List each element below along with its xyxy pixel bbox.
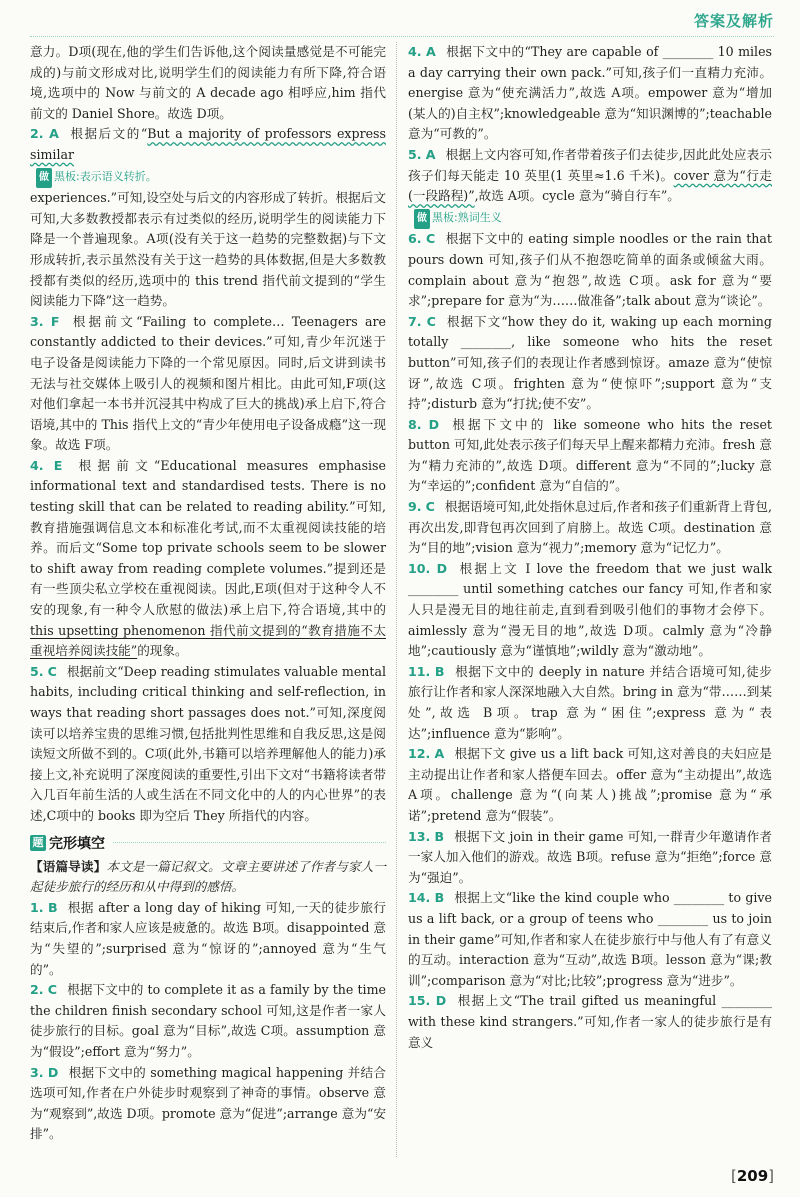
item-number: 2. [30, 126, 44, 142]
guide-text: 本文是一篇记叙文。文章主要讲述了作者与家人一起徒步旅行的经历和从中得到的感悟。 [30, 858, 386, 895]
item-number: 15. [408, 993, 431, 1009]
right-column [408, 42, 772, 1053]
item-text: 根据 after a long day of hiking 可知,一天的徒步旅行结束后,作者和家人应该是疲惫的。故选 B项。disappointed 意为“失望的”;surprised 意为“惊讶的”;annoyed 意为“生气的”。 [30, 899, 386, 977]
item-answer: B [434, 890, 445, 906]
note-tag: 做 [414, 209, 430, 230]
page-header-title: 答案及解析 [693, 12, 774, 30]
reading-item-2 [30, 124, 386, 311]
section-header-cloze [30, 833, 386, 853]
cloze-item-10 [408, 559, 772, 662]
item-number: 3. [30, 1064, 44, 1080]
page-number-value: 209 [736, 1167, 769, 1185]
cloze-item-2 [30, 980, 386, 1062]
item-text-underlined: cover 意为“行走(一段路程)” [408, 167, 772, 204]
section-title: 完形填空 [49, 835, 105, 852]
item-text: 根据下文中的 like someone who hits the reset button 可知,此处表示孩子们每天早上醒来都精力充沛。fresh 意为“精力充沛的”,故选 D项。different 意为“不同的”;lucky 意为“幸运的”;confident 意为“自信的”。 [408, 416, 772, 494]
item-answer: E [53, 457, 63, 473]
continuation-paragraph: 意力。D项(现在,他的学生们告诉他,这个阅读量感觉是不可能完成的)与前文形成对比,说明学生们的阅读能力有所下降,符合语境,选项中的 Now 与前文的 A decade ago 相呼应,him 指代前文的 Daniel Shore。故选 D项。 [30, 44, 386, 121]
item-number: 1. [30, 899, 44, 915]
item-answer: D [435, 993, 447, 1009]
item-text: 根据上文“like the kind couple who ________ to give us a lift back, or a group of teens who ________ us to join in their game”可知,作者和家人在徒步旅行中与他人有了有意义的互动。interaction 意为“互动”,故选 B项。lesson 意为“课;教训”;comparison 意为“对比;比较”;progress 意为“进步”。 [408, 890, 772, 988]
item-number: 6. [408, 231, 422, 247]
passage-guide [30, 857, 386, 898]
cloze-item-3 [30, 1063, 386, 1145]
item-answer: D [47, 1064, 59, 1080]
cloze-item-6 [408, 229, 772, 311]
item-text: 根据下文中的“They are capable of ________ 10 miles a day carrying their own pack.”可知,孩子们一直精力充沛。energise 意为“使充满活力”,故选 A项。empower 意为“增加(某人的)自主权”;knowledgeable 意为“知识渊博的”;teachable 意为“可教的”。 [408, 44, 772, 142]
blackboard-note [36, 167, 157, 189]
cloze-item-8 [408, 415, 772, 497]
left-column [30, 42, 386, 1145]
item-number: 5. [30, 663, 44, 679]
column-divider [396, 42, 397, 1157]
item-answer: C [426, 231, 436, 247]
item-text-underlined: But a majority of professors express similar [30, 126, 386, 162]
item-number: 10. [408, 560, 431, 576]
item-number: 8. [408, 416, 422, 432]
cloze-item-11 [408, 662, 772, 744]
item-text: 根据下文中的 deeply in nature 并结合语境可知,徒步旅行让作者和家人深深地融入大自然。bring in 意为“带……到某处”,故选 B项。trap 意为“困住”;express 意为“表达”;influence 意为“影响”。 [408, 663, 772, 741]
note-text: 黑板:表示语义转折。 [54, 169, 157, 183]
item-text: 根据语境可知,此处指休息过后,作者和孩子们重新背上背包,再次出发,即背包再次回到了肩膀上。故选 C项。destination 意为“目的地”;vision 意为“视力”;memory 意为“记忆力”。 [408, 499, 772, 556]
item-answer: D [428, 416, 440, 432]
header-divider [30, 36, 774, 37]
reading-item-5 [30, 662, 386, 827]
item-answer: C [425, 499, 435, 515]
item-number: 7. [408, 313, 422, 329]
cloze-item-4 [408, 42, 772, 145]
item-number: 4. [30, 457, 44, 473]
item-text-underlined: this upsetting phenomenon 指代前文提到的“教育措施不太重视培养阅读技能” [30, 622, 386, 659]
cloze-item-1 [30, 898, 386, 980]
section-badge-icon: 题 [30, 835, 46, 851]
item-answer: F [50, 313, 60, 329]
item-number: 2. [30, 982, 44, 998]
item-text: 根据下文 give us a lift back 可知,这对善良的夫妇应是主动提出让作者和家人搭便车回去。offer 意为“主动提出”,故选 A项。challenge 意为“(向某人)挑战”;promise 意为“承诺”;pretend 意为“假装”。 [408, 746, 772, 823]
item-answer: A [425, 146, 436, 162]
item-answer: C [47, 663, 57, 679]
note-tag: 做 [36, 168, 52, 189]
item-answer: B [47, 899, 58, 915]
item-answer: C [426, 313, 436, 329]
item-text: 根据前文“Failing to complete… Teenagers are constantly addicted to their devices.”可知,青少年沉迷于电子设备是阅读能力下降的一个常见原因。同时,后文讲到读书无法与社交媒体上吸引人的视频和图片相比。由此可知,F项(这对他们拿起一本书并沉浸其中构成了巨大的挑战)承上启下,符合语境,其中的 This 指代上文的“青少年使用电子设备成瘾”这一现象。故选 F项。 [30, 313, 386, 453]
guide-label: 【语篇导读】 [30, 858, 107, 874]
item-number: 3. [30, 313, 44, 329]
item-text: 的现象。 [137, 643, 188, 659]
item-text: 根据后文的“ [70, 126, 148, 142]
item-text: 根据上文内容可知,作者带着孩子们去徒步,因此此处应表示孩子们每天能走 10 英里(1 英里≈1.6 千米)。 [408, 146, 772, 183]
cloze-item-7 [408, 312, 772, 415]
page-number: [209] [730, 1167, 774, 1185]
item-text: 根据下文中的 eating simple noodles or the rain that pours down 可知,孩子们从不抱怨吃简单的面条或倾盆大雨。complain about 意为“抱怨”,故选 C项。ask for 意为“要求”;prepare for 意为“为……做准备”;talk about 意为“谈论”。 [408, 231, 772, 309]
item-number: 9. [408, 499, 422, 515]
item-answer: C [47, 982, 57, 998]
cloze-item-15 [408, 991, 772, 1053]
reading-item-4 [30, 456, 386, 662]
item-answer: A [49, 126, 59, 142]
item-number: 4. [408, 44, 422, 59]
item-number: 14. [408, 890, 431, 906]
item-text: 根据下文“how they do it, waking up each morning totally ________, like someone who hits the reset button”可知,孩子们的表现让作者感到惊讶。amaze 意为“使惊讶”,故选 C项。frighten 意为“使惊吓”;support 意为“支持”;disturb 意为“打扰;使不安”。 [408, 313, 772, 412]
cloze-item-9 [408, 497, 772, 559]
item-answer: A [426, 44, 436, 59]
item-text: 根据前文“Deep reading stimulates valuable mental habits, including critical thinking and self-reflection, in ways that reading short passages does not.”可知,深度阅读可以培养宝贵的思维习惯,包括批判性思维和自我反思,这是阅读短文所做不到的。C项(此外,书籍可以培养理解他人的能力)承接上文,补充说明了深度阅读的重要性,引出下文对“书籍将读者带入几百年前生活的人或生活在不同文化中的人的内心世界”的表述,C项中的 books 即为空后 They 所指代的内容。 [30, 663, 387, 823]
item-text: 根据前文“Educational measures emphasise informational text and standardised tests. There is no testing skill that can be related to reading ability.”可知,教育措施强调信息文本和标准化考试,而不太重视阅读技能的培养。而后文“Some top private schools seem to be slower to shift away from reading complete volumes.”提到还是有一些顶尖私立学校在重视阅读。因此,E项(但对于这种令人不安的现象,有一种令人欣慰的做法)承上启下,符合语境,其中的 [30, 457, 386, 618]
item-number: 13. [408, 828, 431, 844]
section-dotted-rule [113, 842, 386, 843]
cloze-item-14 [408, 888, 772, 991]
note-text: 黑板:熟词生义 [432, 210, 502, 224]
item-text: 根据下文 join in their game 可知,一群青少年邀请作者一家人加入他们的游戏。故选 B项。refuse 意为“拒绝”;force 意为“强迫”。 [408, 828, 773, 885]
item-text: experiences.”可知,设空处与后文的内容形成了转折。根据后文可知,大多数教授都表示有过类似的经历,说明学生的阅读能力下降是一个普遍现象。A项(没有关于这一趋势的完整数据)与下文形成转折,表示虽然没有关于这一趋势的具体数据,但是大多数教授都有类似的经历,选项中的 this trend 指代前文提到的“学生阅读能力下降”这一趋势。 [30, 190, 386, 309]
item-number: 12. [408, 746, 431, 762]
item-number: 5. [408, 146, 422, 162]
cloze-item-12 [408, 744, 772, 826]
item-text: 根据上文“The trail gifted us meaningful ________ with these kind strangers.”可知,作者一家人的徒步旅行是有意义 [408, 993, 772, 1050]
item-answer: A [434, 746, 445, 762]
item-answer: D [436, 560, 448, 576]
item-text: 根据下文中的 to complete it as a family by the time the children finish secondary school 可知,这是作者一家人徒步旅行的目标。goal 意为“目标”,故选 C项。assumption 意为“假设”;effort 意为“努力”。 [30, 982, 386, 1059]
item-answer: B [434, 663, 445, 679]
item-number: 11. [408, 663, 431, 679]
cloze-item-5 [408, 145, 772, 229]
blackboard-note [414, 208, 502, 230]
reading-item-3 [30, 312, 386, 456]
item-text: 根据上文 I love the freedom that we just walk ________ until something catches our fancy 可知,作者和家人只是漫无目的地往前走,直到看到吸引他们的事物才会停下。aimlessly 意为“漫无目的地”,故选 D项。calmly 意为“冷静地”;cautiously 意为“谨慎地”;wildly 意为“激动地”。 [408, 560, 772, 659]
cloze-item-13 [408, 827, 772, 889]
item-text: 根据下文中的 something magical happening 并结合选项可知,作者在户外徒步时观察到了神奇的事情。observe 意为“观察到”,故选 D项。promote 意为“促进”;arrange 意为“安排”。 [30, 1064, 386, 1142]
item-text: ,故选 A项。cycle 意为“骑自行车”。 [474, 188, 680, 204]
item-answer: B [434, 828, 445, 844]
